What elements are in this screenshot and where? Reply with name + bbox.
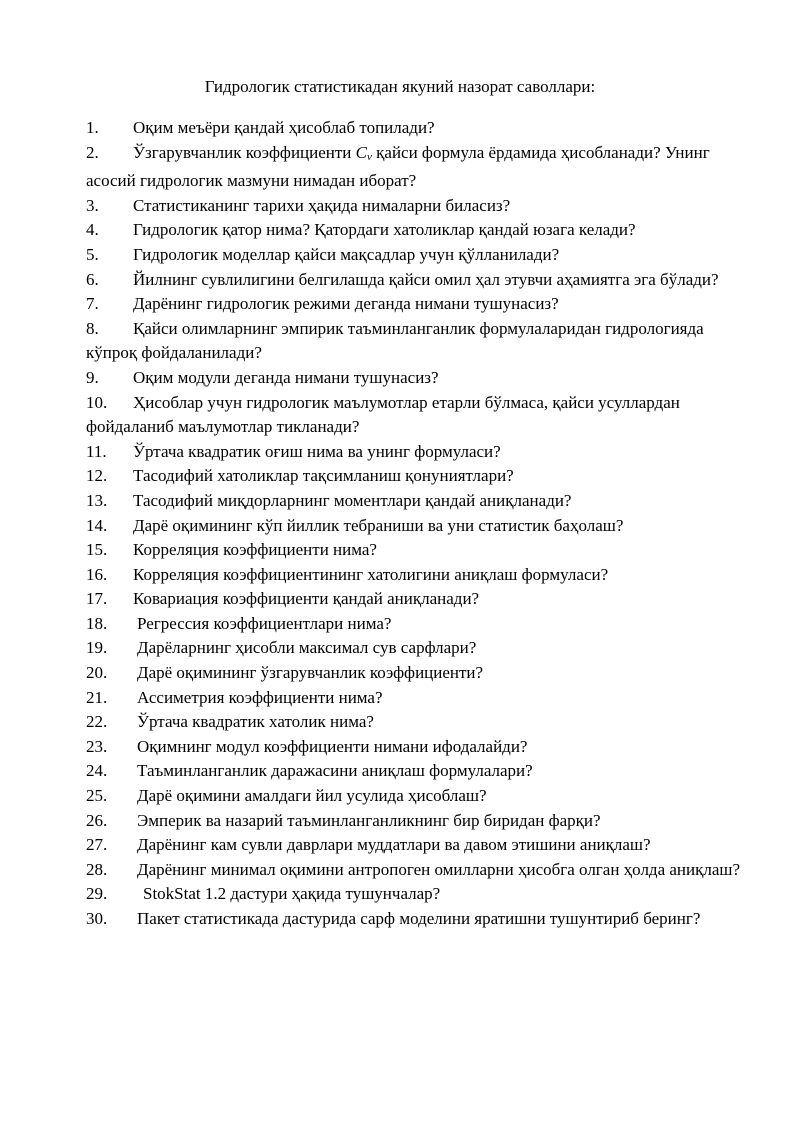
list-item — [86, 858, 750, 883]
item-text: Дарёнинг кам сувли даврлари муддатлари ва давом этишини аниқлаш? — [137, 835, 651, 855]
item-text: Корреляция коэффициентининг хатолигини аниқлаш формуласи? — [133, 564, 609, 584]
list-item — [86, 514, 750, 539]
item-text: Гидрологик моделлар қайси мақсадлар учун қўлланилади? — [133, 244, 560, 264]
item-number: 1. — [86, 118, 99, 137]
item-number: 16. — [86, 564, 108, 584]
item-text: Ассиметрия коэффициенти нима? — [137, 687, 383, 707]
list-item — [86, 833, 750, 858]
item-number: 28. — [86, 859, 108, 879]
list-item — [86, 538, 750, 563]
item-number: 26. — [86, 810, 108, 830]
item-number: 5. — [86, 244, 99, 264]
item-number: 30. — [86, 909, 108, 928]
list-item — [86, 587, 750, 612]
list-item — [86, 661, 750, 686]
item-number: 10. — [86, 392, 108, 412]
item-text: Гидрологик қатор нима? Қатордаги хатоликлар қандай юзага келади? — [133, 220, 636, 240]
item-text: Дарёнинг минимал оқимини антропоген омилларни ҳисобга олган ҳолда аниқлаш? — [137, 859, 741, 879]
item-number: 15. — [86, 540, 108, 560]
item-text: Йилнинг сувлилигини белгилашда қайси омил ҳал этувчи аҳамиятга эга бўлади? — [133, 269, 719, 289]
item-text: Дарёнинг гидрологик режими деганда нимани тушунасиз? — [133, 294, 559, 314]
item-text: Дарё оқимини амалдаги йил усулида ҳисоблаш? — [137, 786, 487, 806]
item-text: Дарё оқимининг ўзгарувчанлик коэффициенти? — [137, 663, 484, 683]
item-number: 20. — [86, 663, 108, 683]
item-text: Ковариация коэффициенти қандай аниқланади? — [133, 589, 480, 609]
list-item — [86, 141, 750, 194]
item-text: Ҳисоблар учун гидрологик маълумотлар етарли бўлмаса, қайси усуллардан фойдаланиб маълумотлар тикланади? — [86, 392, 680, 437]
list-item — [86, 464, 750, 489]
list-item — [86, 882, 750, 907]
item-text: Дарёларнинг ҳисобли максимал сув сарфлари? — [137, 638, 477, 658]
item-text: Оқимнинг модул коэффициенти нимани ифодалайди? — [137, 736, 528, 756]
list-item — [86, 194, 750, 219]
item-number: 13. — [86, 490, 108, 510]
list-item — [86, 440, 750, 465]
list-item — [86, 907, 750, 932]
list-item — [86, 366, 750, 391]
list-item — [86, 710, 750, 735]
list-item — [86, 636, 750, 661]
list-item — [86, 809, 750, 834]
list-item — [86, 391, 750, 440]
item-number: 27. — [86, 835, 108, 855]
list-item — [86, 218, 750, 243]
item-number: 22. — [86, 712, 108, 732]
item-text: Ўртача квадратик оғиш нима ва унинг формуласи? — [133, 441, 501, 461]
cv-subscript: v — [367, 150, 372, 163]
question-list — [86, 116, 750, 932]
item-number: 3. — [86, 195, 99, 215]
item-number: 23. — [86, 736, 108, 756]
item-number: 21. — [86, 687, 108, 707]
item-text: Ўзгарувчанлик коэффициенти — [133, 142, 356, 162]
item-text: Эмперик ва назарий таъминланганликнинг бир биридан фарқи? — [137, 810, 601, 830]
item-text: Оқим меъёри қандай ҳисоблаб топилади? — [133, 118, 435, 137]
list-item — [86, 563, 750, 588]
item-number: 4. — [86, 220, 99, 240]
list-item — [86, 268, 750, 293]
item-number: 24. — [86, 761, 108, 781]
item-number: 17. — [86, 589, 108, 609]
item-text: Оқим модули деганда нимани тушунасиз? — [133, 367, 439, 387]
item-number: 12. — [86, 466, 108, 486]
item-number: 8. — [86, 318, 99, 338]
item-number: 14. — [86, 515, 108, 535]
list-item — [86, 686, 750, 711]
item-text-cont: қайси формула ёрдамида ҳисобланади? Унинг асосий гидрологик мазмуни нимадан иборат? — [86, 142, 710, 191]
item-text: Дарё оқимининг кўп йиллик тебраниши ва уни статистик баҳолаш? — [133, 515, 624, 535]
list-item — [86, 735, 750, 760]
item-number: 6. — [86, 269, 99, 289]
item-text: Қайси олимларнинг эмпирик таъминланганлик формулаларидан гидрологияда кўпроқ фойдаланилади? — [86, 318, 704, 363]
list-item — [86, 116, 750, 141]
item-number: 18. — [86, 613, 108, 633]
cv-symbol: C — [355, 142, 367, 162]
item-text: Регрессия коэффициентлари нима? — [137, 613, 392, 633]
item-number: 7. — [86, 294, 99, 314]
item-number: 11. — [86, 441, 107, 461]
item-text: StokStat 1.2 дастури ҳақида тушунчалар? — [143, 884, 441, 904]
item-text: Ўртача квадратик хатолик нима? — [137, 712, 374, 732]
list-item — [86, 612, 750, 637]
item-text: Таъминланганлик даражасини аниқлаш формулалари? — [137, 761, 533, 781]
item-text: Корреляция коэффициенти нима? — [133, 540, 377, 560]
item-number: 29. — [86, 884, 108, 904]
item-text: Статистиканинг тарихи ҳақида нималарни биласиз? — [133, 195, 511, 215]
list-item — [86, 243, 750, 268]
item-number: 2. — [86, 142, 99, 162]
page-title: Гидрологик статистикадан якуний назорат саволлари: — [204, 77, 596, 96]
list-item — [86, 489, 750, 514]
item-number: 25. — [86, 786, 108, 806]
item-number: 9. — [86, 367, 99, 387]
list-item — [86, 317, 750, 366]
item-text: Тасодифий хатоликлар тақсимланиш қонуниятлари? — [133, 466, 514, 486]
item-text: Пакет статистикада дастурида сарф моделини яратишни тушунтириб беринг? — [137, 909, 701, 928]
list-item — [86, 759, 750, 784]
list-item — [86, 784, 750, 809]
item-text: Тасодифий миқдорларнинг моментлари қандай аниқланади? — [133, 490, 572, 510]
list-item — [86, 292, 750, 317]
item-number: 19. — [86, 638, 108, 658]
